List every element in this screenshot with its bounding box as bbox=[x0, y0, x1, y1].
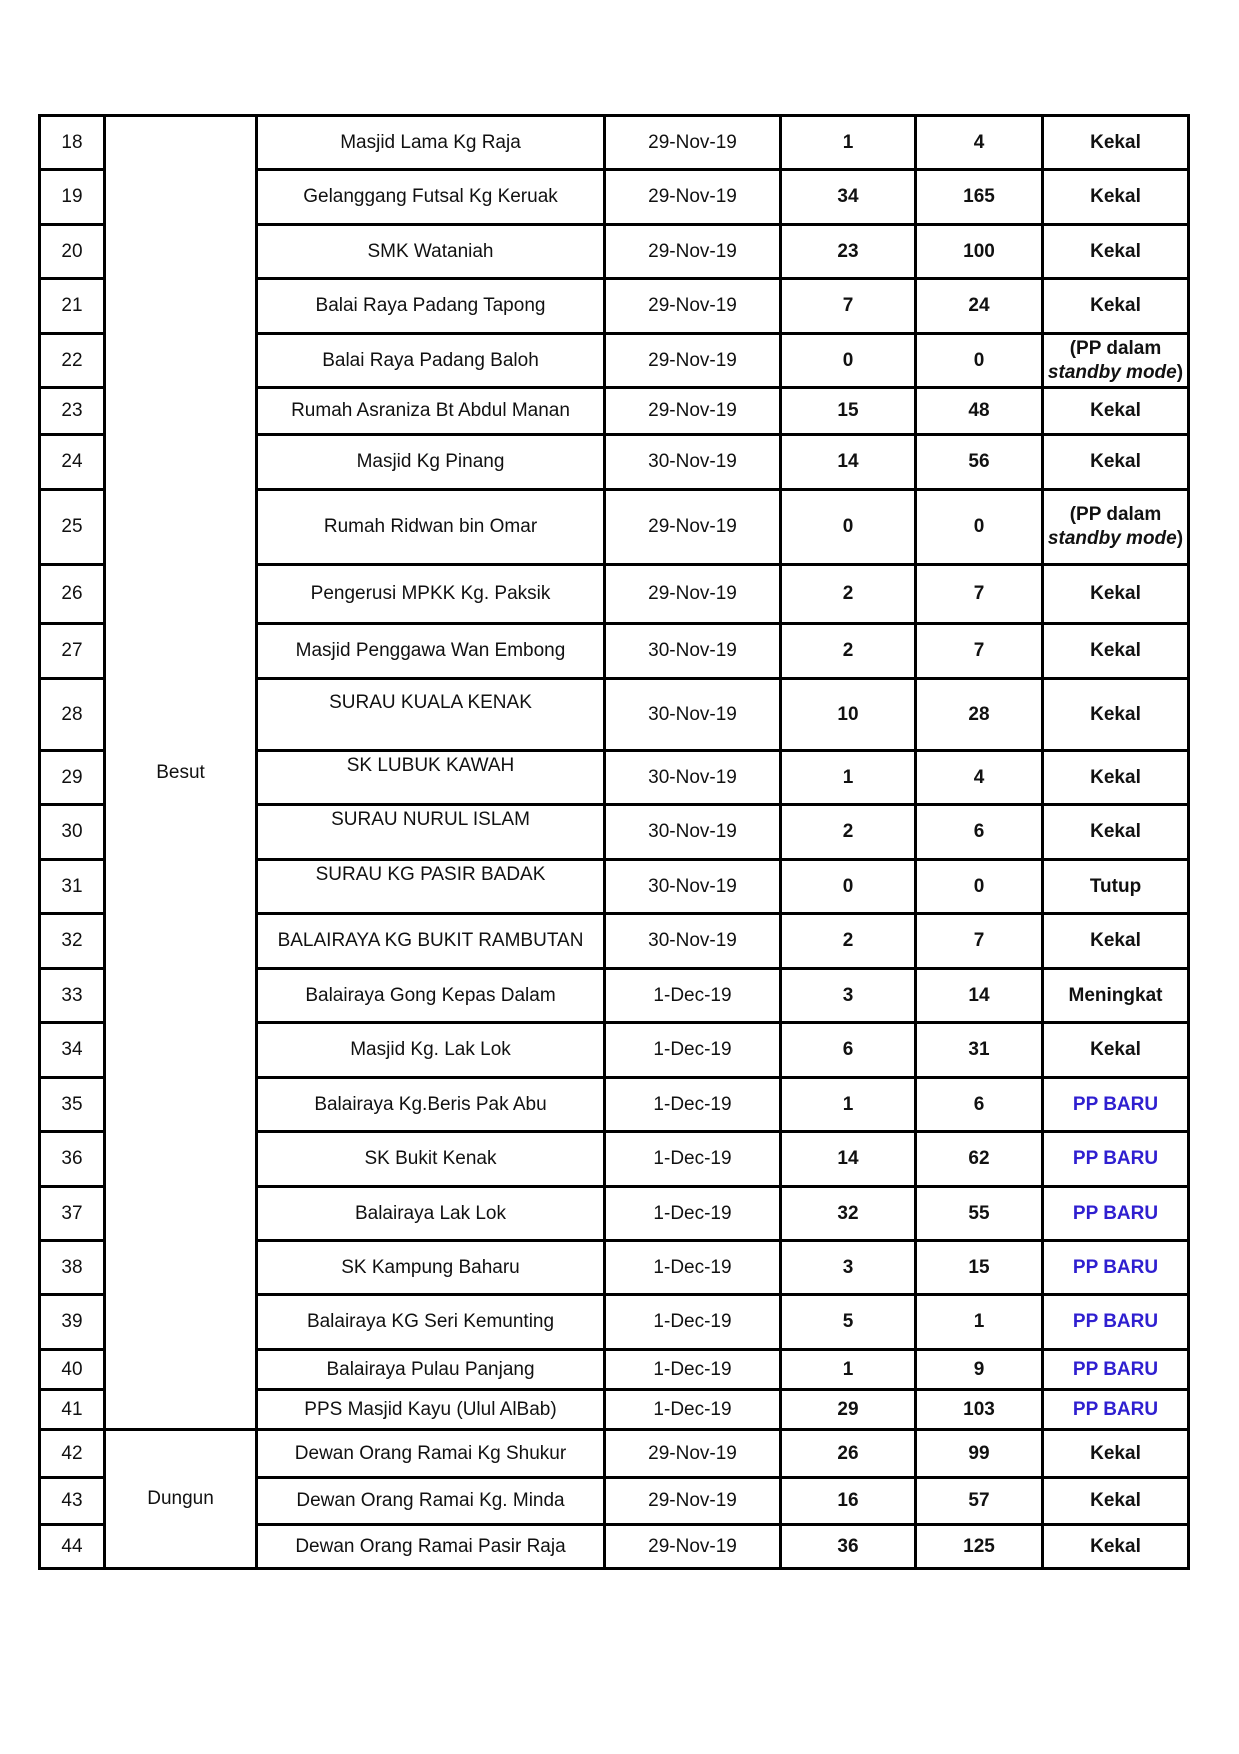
centre-name-cell: Balairaya Pulau Panjang bbox=[257, 1350, 605, 1390]
row-number-cell: 22 bbox=[40, 334, 105, 388]
families-count-cell: 0 bbox=[781, 334, 916, 388]
district-cell: Besut bbox=[105, 116, 257, 1430]
centre-name-cell: SK Kampung Baharu bbox=[257, 1241, 605, 1295]
centre-name-cell: Masjid Lama Kg Raja bbox=[257, 116, 605, 170]
status-cell: Tutup bbox=[1043, 860, 1189, 914]
date-cell: 1-Dec-19 bbox=[605, 969, 781, 1023]
centre-name-cell: Dewan Orang Ramai Kg. Minda bbox=[257, 1478, 605, 1525]
people-count-cell: 6 bbox=[916, 805, 1043, 860]
row-number-cell: 42 bbox=[40, 1430, 105, 1478]
people-count-cell: 125 bbox=[916, 1525, 1043, 1569]
date-cell: 30-Nov-19 bbox=[605, 679, 781, 751]
centre-name-cell: Balairaya Gong Kepas Dalam bbox=[257, 969, 605, 1023]
status-cell: Kekal bbox=[1043, 225, 1189, 279]
people-count-cell: 62 bbox=[916, 1132, 1043, 1187]
centre-name-cell: PPS Masjid Kayu (Ulul AlBab) bbox=[257, 1390, 605, 1430]
status-cell: Kekal bbox=[1043, 1023, 1189, 1078]
status-cell: PP BARU bbox=[1043, 1390, 1189, 1430]
status-cell: Kekal bbox=[1043, 435, 1189, 490]
date-cell: 29-Nov-19 bbox=[605, 170, 781, 225]
date-cell: 29-Nov-19 bbox=[605, 388, 781, 435]
table-row bbox=[40, 1430, 1189, 1478]
date-cell: 29-Nov-19 bbox=[605, 490, 781, 565]
status-cell bbox=[1043, 490, 1189, 565]
centre-name-cell: Balairaya Kg.Beris Pak Abu bbox=[257, 1078, 605, 1132]
date-cell: 1-Dec-19 bbox=[605, 1390, 781, 1430]
people-count-cell: 4 bbox=[916, 751, 1043, 805]
families-count-cell: 34 bbox=[781, 170, 916, 225]
families-count-cell: 16 bbox=[781, 1478, 916, 1525]
people-count-cell: 24 bbox=[916, 279, 1043, 334]
centre-name-cell: Gelanggang Futsal Kg Keruak bbox=[257, 170, 605, 225]
status-text-tail: ) bbox=[1176, 361, 1184, 383]
status-cell: Kekal bbox=[1043, 624, 1189, 679]
row-number-cell: 28 bbox=[40, 679, 105, 751]
row-number-cell: 43 bbox=[40, 1478, 105, 1525]
centre-name-cell: Masjid Penggawa Wan Embong bbox=[257, 624, 605, 679]
status-cell: PP BARU bbox=[1043, 1350, 1189, 1390]
families-count-cell: 32 bbox=[781, 1187, 916, 1241]
row-number-cell: 31 bbox=[40, 860, 105, 914]
table-row bbox=[40, 116, 1189, 170]
date-cell: 30-Nov-19 bbox=[605, 435, 781, 490]
centre-name: SURAU KUALA KENAK bbox=[329, 691, 532, 713]
status-cell: Kekal bbox=[1043, 565, 1189, 624]
families-count-cell: 1 bbox=[781, 116, 916, 170]
district-cell: Dungun bbox=[105, 1430, 257, 1569]
status-cell bbox=[1043, 334, 1189, 388]
row-number-cell: 35 bbox=[40, 1078, 105, 1132]
status-cell: Kekal bbox=[1043, 914, 1189, 969]
centre-name-cell: SMK Wataniah bbox=[257, 225, 605, 279]
people-count-cell: 28 bbox=[916, 679, 1043, 751]
families-count-cell: 6 bbox=[781, 1023, 916, 1078]
date-cell: 30-Nov-19 bbox=[605, 624, 781, 679]
row-number-cell: 40 bbox=[40, 1350, 105, 1390]
centre-name-cell: Balairaya KG Seri Kemunting bbox=[257, 1295, 605, 1350]
date-cell: 29-Nov-19 bbox=[605, 1430, 781, 1478]
row-number-cell: 30 bbox=[40, 805, 105, 860]
status-text: (PP dalam bbox=[1069, 337, 1162, 359]
status-cell: PP BARU bbox=[1043, 1295, 1189, 1350]
status-cell: Kekal bbox=[1043, 170, 1189, 225]
status-cell: Kekal bbox=[1043, 1430, 1189, 1478]
people-count-cell: 0 bbox=[916, 860, 1043, 914]
families-count-cell: 3 bbox=[781, 1241, 916, 1295]
people-count-cell: 0 bbox=[916, 334, 1043, 388]
status-cell: Kekal bbox=[1043, 116, 1189, 170]
status-cell: Kekal bbox=[1043, 279, 1189, 334]
row-number-cell: 20 bbox=[40, 225, 105, 279]
centre-name-cell: Balairaya Lak Lok bbox=[257, 1187, 605, 1241]
status-cell: Kekal bbox=[1043, 751, 1189, 805]
date-cell: 1-Dec-19 bbox=[605, 1187, 781, 1241]
people-count-cell: 9 bbox=[916, 1350, 1043, 1390]
families-count-cell: 5 bbox=[781, 1295, 916, 1350]
centre-name-cell bbox=[257, 751, 605, 805]
row-number-cell: 41 bbox=[40, 1390, 105, 1430]
status-cell: PP BARU bbox=[1043, 1132, 1189, 1187]
people-count-cell: 7 bbox=[916, 624, 1043, 679]
date-cell: 30-Nov-19 bbox=[605, 860, 781, 914]
status-cell: Kekal bbox=[1043, 805, 1189, 860]
people-count-cell: 103 bbox=[916, 1390, 1043, 1430]
families-count-cell: 2 bbox=[781, 805, 916, 860]
status-cell: PP BARU bbox=[1043, 1187, 1189, 1241]
centre-name-cell: Rumah Asraniza Bt Abdul Manan bbox=[257, 388, 605, 435]
row-number-cell: 36 bbox=[40, 1132, 105, 1187]
date-cell: 1-Dec-19 bbox=[605, 1078, 781, 1132]
people-count-cell: 7 bbox=[916, 914, 1043, 969]
people-count-cell: 4 bbox=[916, 116, 1043, 170]
families-count-cell: 3 bbox=[781, 969, 916, 1023]
row-number-cell: 25 bbox=[40, 490, 105, 565]
families-count-cell: 1 bbox=[781, 1078, 916, 1132]
people-count-cell: 14 bbox=[916, 969, 1043, 1023]
people-count-cell: 48 bbox=[916, 388, 1043, 435]
centre-name: SURAU KG PASIR BADAK bbox=[315, 863, 546, 885]
status-cell: Kekal bbox=[1043, 1525, 1189, 1569]
families-count-cell: 2 bbox=[781, 624, 916, 679]
people-count-cell: 57 bbox=[916, 1478, 1043, 1525]
date-cell: 1-Dec-19 bbox=[605, 1023, 781, 1078]
row-number-cell: 21 bbox=[40, 279, 105, 334]
families-count-cell: 15 bbox=[781, 388, 916, 435]
row-number-cell: 29 bbox=[40, 751, 105, 805]
centre-name-cell: SK Bukit Kenak bbox=[257, 1132, 605, 1187]
date-cell: 30-Nov-19 bbox=[605, 805, 781, 860]
table-body bbox=[40, 116, 1189, 1569]
date-cell: 29-Nov-19 bbox=[605, 334, 781, 388]
families-count-cell: 14 bbox=[781, 1132, 916, 1187]
families-count-cell: 0 bbox=[781, 490, 916, 565]
people-count-cell: 56 bbox=[916, 435, 1043, 490]
families-count-cell: 14 bbox=[781, 435, 916, 490]
centre-name-cell: Masjid Kg Pinang bbox=[257, 435, 605, 490]
centre-name-cell bbox=[257, 679, 605, 751]
families-count-cell: 26 bbox=[781, 1430, 916, 1478]
people-count-cell: 165 bbox=[916, 170, 1043, 225]
status-text-italic: standby mode bbox=[1047, 528, 1177, 549]
row-number-cell: 44 bbox=[40, 1525, 105, 1569]
date-cell: 1-Dec-19 bbox=[605, 1350, 781, 1390]
status-cell: Kekal bbox=[1043, 679, 1189, 751]
row-number-cell: 33 bbox=[40, 969, 105, 1023]
families-count-cell: 2 bbox=[781, 914, 916, 969]
centre-name-cell: Pengerusi MPKK Kg. Paksik bbox=[257, 565, 605, 624]
people-count-cell: 55 bbox=[916, 1187, 1043, 1241]
families-count-cell: 23 bbox=[781, 225, 916, 279]
people-count-cell: 99 bbox=[916, 1430, 1043, 1478]
families-count-cell: 0 bbox=[781, 860, 916, 914]
status-text-tail: ) bbox=[1176, 528, 1184, 549]
row-number-cell: 24 bbox=[40, 435, 105, 490]
status-text: (PP dalam bbox=[1069, 504, 1162, 525]
status-cell: PP BARU bbox=[1043, 1078, 1189, 1132]
families-count-cell: 29 bbox=[781, 1390, 916, 1430]
status-text-italic: standby mode bbox=[1047, 361, 1177, 383]
row-number-cell: 37 bbox=[40, 1187, 105, 1241]
row-number-cell: 23 bbox=[40, 388, 105, 435]
centre-name-cell: Dewan Orang Ramai Pasir Raja bbox=[257, 1525, 605, 1569]
row-number-cell: 32 bbox=[40, 914, 105, 969]
centre-name-cell: Balai Raya Padang Tapong bbox=[257, 279, 605, 334]
status-cell: Kekal bbox=[1043, 388, 1189, 435]
status-cell: Kekal bbox=[1043, 1478, 1189, 1525]
families-count-cell: 1 bbox=[781, 751, 916, 805]
families-count-cell: 36 bbox=[781, 1525, 916, 1569]
people-count-cell: 15 bbox=[916, 1241, 1043, 1295]
evacuation-centre-table bbox=[38, 114, 1190, 1570]
date-cell: 29-Nov-19 bbox=[605, 225, 781, 279]
status-cell: Meningkat bbox=[1043, 969, 1189, 1023]
people-count-cell: 1 bbox=[916, 1295, 1043, 1350]
date-cell: 29-Nov-19 bbox=[605, 116, 781, 170]
centre-name-cell: Dewan Orang Ramai Kg Shukur bbox=[257, 1430, 605, 1478]
row-number-cell: 19 bbox=[40, 170, 105, 225]
centre-name: SK LUBUK KAWAH bbox=[346, 754, 515, 776]
date-cell: 1-Dec-19 bbox=[605, 1241, 781, 1295]
people-count-cell: 7 bbox=[916, 565, 1043, 624]
date-cell: 29-Nov-19 bbox=[605, 1525, 781, 1569]
centre-name-cell bbox=[257, 860, 605, 914]
date-cell: 30-Nov-19 bbox=[605, 914, 781, 969]
row-number-cell: 26 bbox=[40, 565, 105, 624]
centre-name-cell: Rumah Ridwan bin Omar bbox=[257, 490, 605, 565]
people-count-cell: 6 bbox=[916, 1078, 1043, 1132]
date-cell: 1-Dec-19 bbox=[605, 1295, 781, 1350]
date-cell: 29-Nov-19 bbox=[605, 1478, 781, 1525]
date-cell: 29-Nov-19 bbox=[605, 565, 781, 624]
people-count-cell: 31 bbox=[916, 1023, 1043, 1078]
status-cell: PP BARU bbox=[1043, 1241, 1189, 1295]
row-number-cell: 18 bbox=[40, 116, 105, 170]
row-number-cell: 39 bbox=[40, 1295, 105, 1350]
date-cell: 29-Nov-19 bbox=[605, 279, 781, 334]
row-number-cell: 27 bbox=[40, 624, 105, 679]
families-count-cell: 2 bbox=[781, 565, 916, 624]
centre-name-cell: Balai Raya Padang Baloh bbox=[257, 334, 605, 388]
people-count-cell: 100 bbox=[916, 225, 1043, 279]
people-count-cell: 0 bbox=[916, 490, 1043, 565]
centre-name-cell: Masjid Kg. Lak Lok bbox=[257, 1023, 605, 1078]
families-count-cell: 1 bbox=[781, 1350, 916, 1390]
centre-name-cell: BALAIRAYA KG BUKIT RAMBUTAN bbox=[257, 914, 605, 969]
centre-name-cell bbox=[257, 805, 605, 860]
date-cell: 30-Nov-19 bbox=[605, 751, 781, 805]
families-count-cell: 10 bbox=[781, 679, 916, 751]
centre-name: SURAU NURUL ISLAM bbox=[331, 809, 530, 830]
row-number-cell: 38 bbox=[40, 1241, 105, 1295]
date-cell: 1-Dec-19 bbox=[605, 1132, 781, 1187]
families-count-cell: 7 bbox=[781, 279, 916, 334]
row-number-cell: 34 bbox=[40, 1023, 105, 1078]
